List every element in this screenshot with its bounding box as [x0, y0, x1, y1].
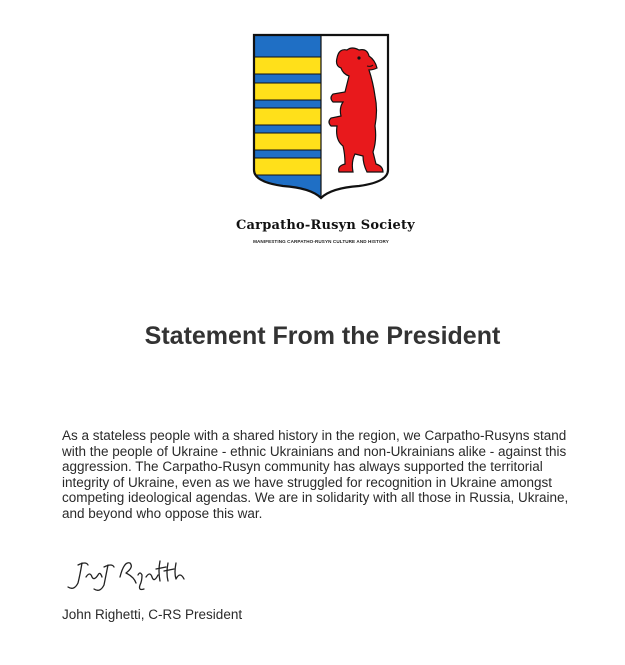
- page-title: Statement From the President: [144, 322, 501, 350]
- coat-of-arms-bear-icon: [249, 30, 393, 202]
- org-tagline: MANIFESTING CARPATHO-RUSYN CULTURE AND HISTORY: [253, 239, 389, 244]
- signer-name: John Righetti, C-RS President: [62, 607, 243, 622]
- statement-body: As a stateless people with a shared history in the region, we Carpatho-Rusyns stand with the people of Ukraine - ethnic Ukrainians and non-Ukrainians alike - against this aggression. The Carpatho-Rusyn community has always supported the territorial integrity of Ukraine, even as we have struggled for recognition in Ukraine amongst competing ideological agendas. We are in solidarity with all those in Russia, Ukraine, and beyond who oppose this war.: [62, 428, 569, 521]
- signature-image: [64, 555, 189, 597]
- signature-text: John Righetti: [64, 555, 70, 556]
- org-name: Carpatho-Rusyn Society: [236, 218, 415, 233]
